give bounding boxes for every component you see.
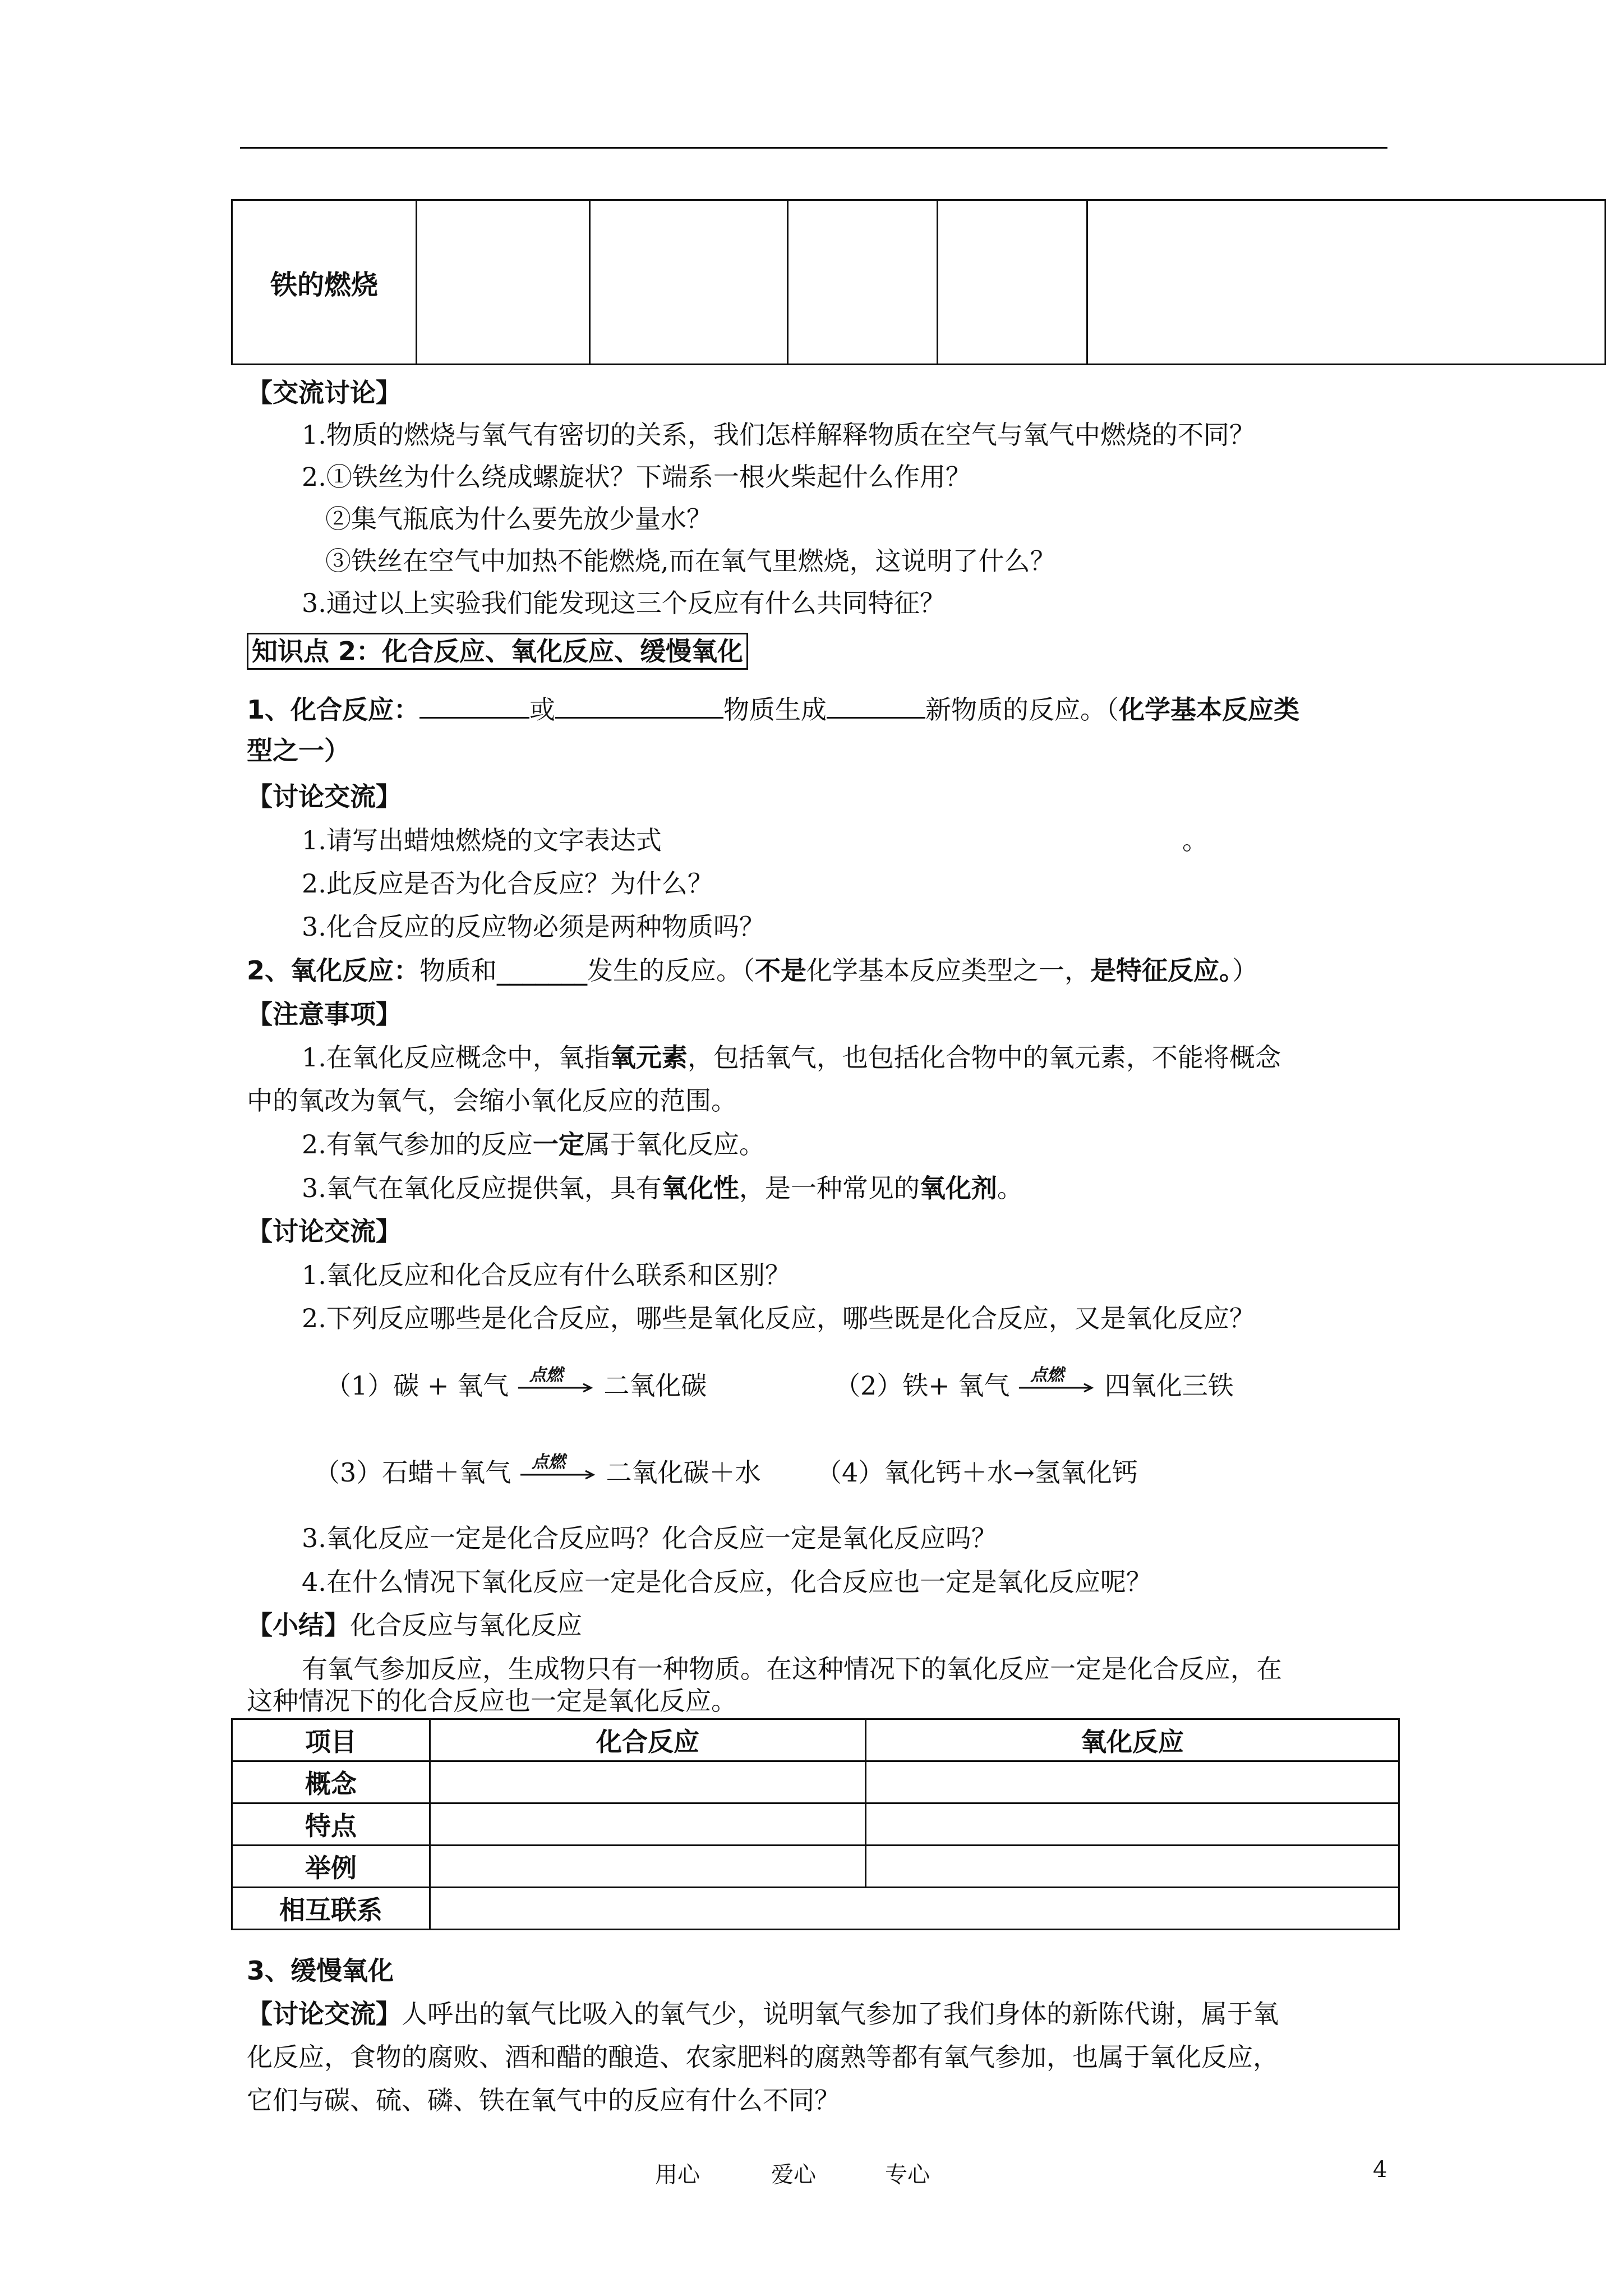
summary-title-line: [247, 1608, 582, 1642]
combination-definition-cont: 型之一）: [247, 735, 350, 766]
reaction-arrow: [1018, 1365, 1096, 1405]
discussion-heading: 【讨论交流】: [247, 1216, 402, 1246]
note-1-cont: 中的氧改为氧气，会缩小氧化反应的范围。: [247, 1085, 737, 1116]
question: ②集气瓶底为什么要先放少量水？: [325, 504, 712, 534]
oxidation-label: 2、氧化反应：: [247, 955, 420, 986]
table-cell: [788, 200, 938, 365]
note-3: [302, 1171, 1023, 1205]
row-label: 特点: [232, 1803, 430, 1846]
table-cell: [938, 200, 1087, 365]
text: 物质和: [419, 955, 497, 986]
condition-label: 点燃: [1030, 1365, 1064, 1385]
iron-burning-table: [231, 199, 1606, 365]
table-cell: [430, 1888, 1399, 1930]
text: 。: [997, 1173, 1023, 1203]
row-label: 相互联系: [232, 1888, 430, 1930]
combination-label: 1、化合反应：: [247, 694, 420, 725]
question: 3.通过以上实验我们能发现这三个反应有什么共同特征？: [302, 588, 946, 618]
bold-term: 氧元素: [610, 1042, 688, 1073]
text: 物质生成: [723, 694, 827, 725]
text: 发生的反应。（: [587, 955, 755, 986]
iron-burning-label: 铁的燃烧: [232, 200, 417, 365]
footer-motto: 专心: [885, 2162, 930, 2188]
question: 3.氧化反应一定是化合反应吗？化合反应一定是氧化反应吗？: [302, 1523, 997, 1553]
bold-note: 是特征反应。: [1090, 955, 1233, 986]
condition-label: 点燃: [531, 1452, 565, 1472]
text: 化学基本反应类型之一，: [806, 955, 1091, 986]
table-header-cell: 化合反应: [430, 1719, 866, 1761]
products: 二氧化碳＋水: [606, 1457, 761, 1488]
reaction-4: （4）氧化钙＋水→氢氧化钙: [816, 1457, 1138, 1488]
question: 2.下列反应哪些是化合反应，哪些是氧化反应，哪些既是化合反应，又是氧化反应？: [302, 1303, 1255, 1333]
table-cell: [430, 1846, 866, 1888]
table-row: [232, 1888, 1399, 1930]
row-label: 举例: [232, 1846, 430, 1888]
table-cell: [430, 1761, 866, 1803]
text: 属于氧化反应。: [584, 1129, 765, 1159]
summary-heading: 【小结】: [247, 1610, 350, 1640]
oxidation-definition: [247, 954, 1258, 987]
bold-term: 氧化剂: [919, 1173, 997, 1203]
knowledge-point-title: 知识点 2：化合反应、氧化反应、缓慢氧化: [247, 633, 748, 670]
table-row: [232, 1761, 1399, 1803]
question: 1.物质的燃烧与氧气有密切的关系，我们怎样解释物质在空气与氧气中燃烧的不同？: [302, 420, 1255, 450]
reaction-3: [314, 1452, 761, 1492]
reactants: （1）碳 + 氧气: [325, 1370, 509, 1401]
text: 3.氧气在氧化反应提供氧，具有: [302, 1173, 662, 1203]
table-cell: [590, 200, 788, 365]
table-cell: [866, 1846, 1399, 1888]
question: 2.此反应是否为化合反应？为什么？: [302, 868, 713, 899]
bold-note: 化学基本反应类: [1119, 694, 1300, 725]
slow-oxidation-text: [247, 1997, 1279, 2031]
footer-motto: 爱心: [771, 2162, 816, 2188]
combination-definition: [247, 691, 1299, 726]
table-row: [232, 1803, 1399, 1846]
arrow-icon: [1018, 1382, 1096, 1393]
summary-text: 有氧气参加反应，生成物只有一种物质。在这种情况下的氧化反应一定是化合反应，在: [302, 1654, 1282, 1684]
text: 人呼出的氧气比吸入的氧气少，说明氧气参加了我们身体的新陈代谢，属于氧: [402, 1999, 1279, 2029]
note-2: [302, 1128, 765, 1161]
fill-blank: [555, 691, 723, 719]
discussion-heading: 【讨论交流】: [247, 781, 402, 812]
reactants: （2）铁+ 氧气: [834, 1370, 1010, 1401]
question: 1.请写出蜡烛燃烧的文字表达式: [302, 825, 662, 855]
question: 4.在什么情况下氧化反应一定是化合反应，化合反应也一定是氧化反应呢？: [302, 1567, 1152, 1597]
table-header-cell: 项目: [232, 1719, 430, 1761]
reaction-arrow: [519, 1452, 598, 1492]
page-number: 4: [1373, 2157, 1387, 2183]
table-cell: [430, 1803, 866, 1846]
arrow-icon: [517, 1382, 596, 1393]
text: ）: [1232, 955, 1258, 986]
bold-note: 不是: [755, 955, 807, 986]
products: 四氧化三铁: [1104, 1370, 1234, 1401]
bold-term: 一定: [532, 1129, 584, 1159]
text: 新物质的反应。（: [925, 694, 1119, 725]
text: 2.有氧气参加的反应: [302, 1129, 533, 1159]
table-cell: [866, 1803, 1399, 1846]
punctuation: 。: [1182, 825, 1208, 855]
question: 1.氧化反应和化合反应有什么联系和区别？: [302, 1260, 791, 1290]
slow-oxidation-title: 3、缓慢氧化: [247, 1955, 394, 1986]
note-1: [302, 1041, 1281, 1074]
summary-text: 这种情况下的化合反应也一定是氧化反应。: [247, 1686, 737, 1716]
reaction-2: [834, 1365, 1234, 1405]
slow-oxidation-text: 它们与碳、硫、磷、铁在氧气中的反应有什么不同？: [247, 2085, 840, 2115]
fill-blank: [827, 691, 925, 719]
comparison-table: [231, 1718, 1400, 1930]
notes-heading: 【注意事项】: [247, 999, 402, 1029]
text: ，是一种常见的: [739, 1173, 920, 1203]
row-label: 概念: [232, 1761, 430, 1803]
reaction-arrow: [517, 1365, 596, 1405]
fill-blank: [419, 691, 529, 719]
table-header-cell: 氧化反应: [866, 1719, 1399, 1761]
slow-oxidation-text: 化反应，食物的腐败、酒和醋的酿造、农家肥料的腐熟等都有氧气参加，也属于氧化反应，: [247, 2042, 1279, 2072]
condition-label: 点燃: [529, 1365, 563, 1385]
reaction-1: [325, 1365, 707, 1405]
arrow-icon: [519, 1469, 598, 1480]
reactants: （3）石蜡＋氧气: [314, 1457, 511, 1488]
question: 2.①铁丝为什么绕成螺旋状？下端系一根火柴起什么作用？: [302, 462, 971, 492]
text: 1.在氧化反应概念中，氧指: [302, 1042, 610, 1073]
text: ，包括氧气，也包括化合物中的氧元素，不能将概念: [687, 1042, 1281, 1073]
summary-title: 化合反应与氧化反应: [350, 1610, 582, 1640]
bold-term: 氧化性: [661, 1173, 739, 1203]
discussion-heading: 【讨论交流】: [247, 1999, 402, 2029]
table-cell: [417, 200, 590, 365]
table-cell: [866, 1761, 1399, 1803]
text: 或: [529, 694, 556, 725]
table-cell: [1087, 200, 1606, 365]
products: 二氧化碳: [603, 1370, 707, 1401]
header-rule: [240, 147, 1387, 149]
question: 3.化合反应的反应物必须是两种物质吗？: [302, 912, 765, 942]
fill-blank: _______: [497, 955, 588, 986]
table-row: [232, 1846, 1399, 1888]
footer-motto: 用心: [655, 2162, 700, 2188]
question: ③铁丝在空气中加热不能燃烧,而在氧气里燃烧，这说明了什么？: [325, 546, 1056, 576]
discussion-heading: 【交流讨论】: [247, 378, 402, 408]
